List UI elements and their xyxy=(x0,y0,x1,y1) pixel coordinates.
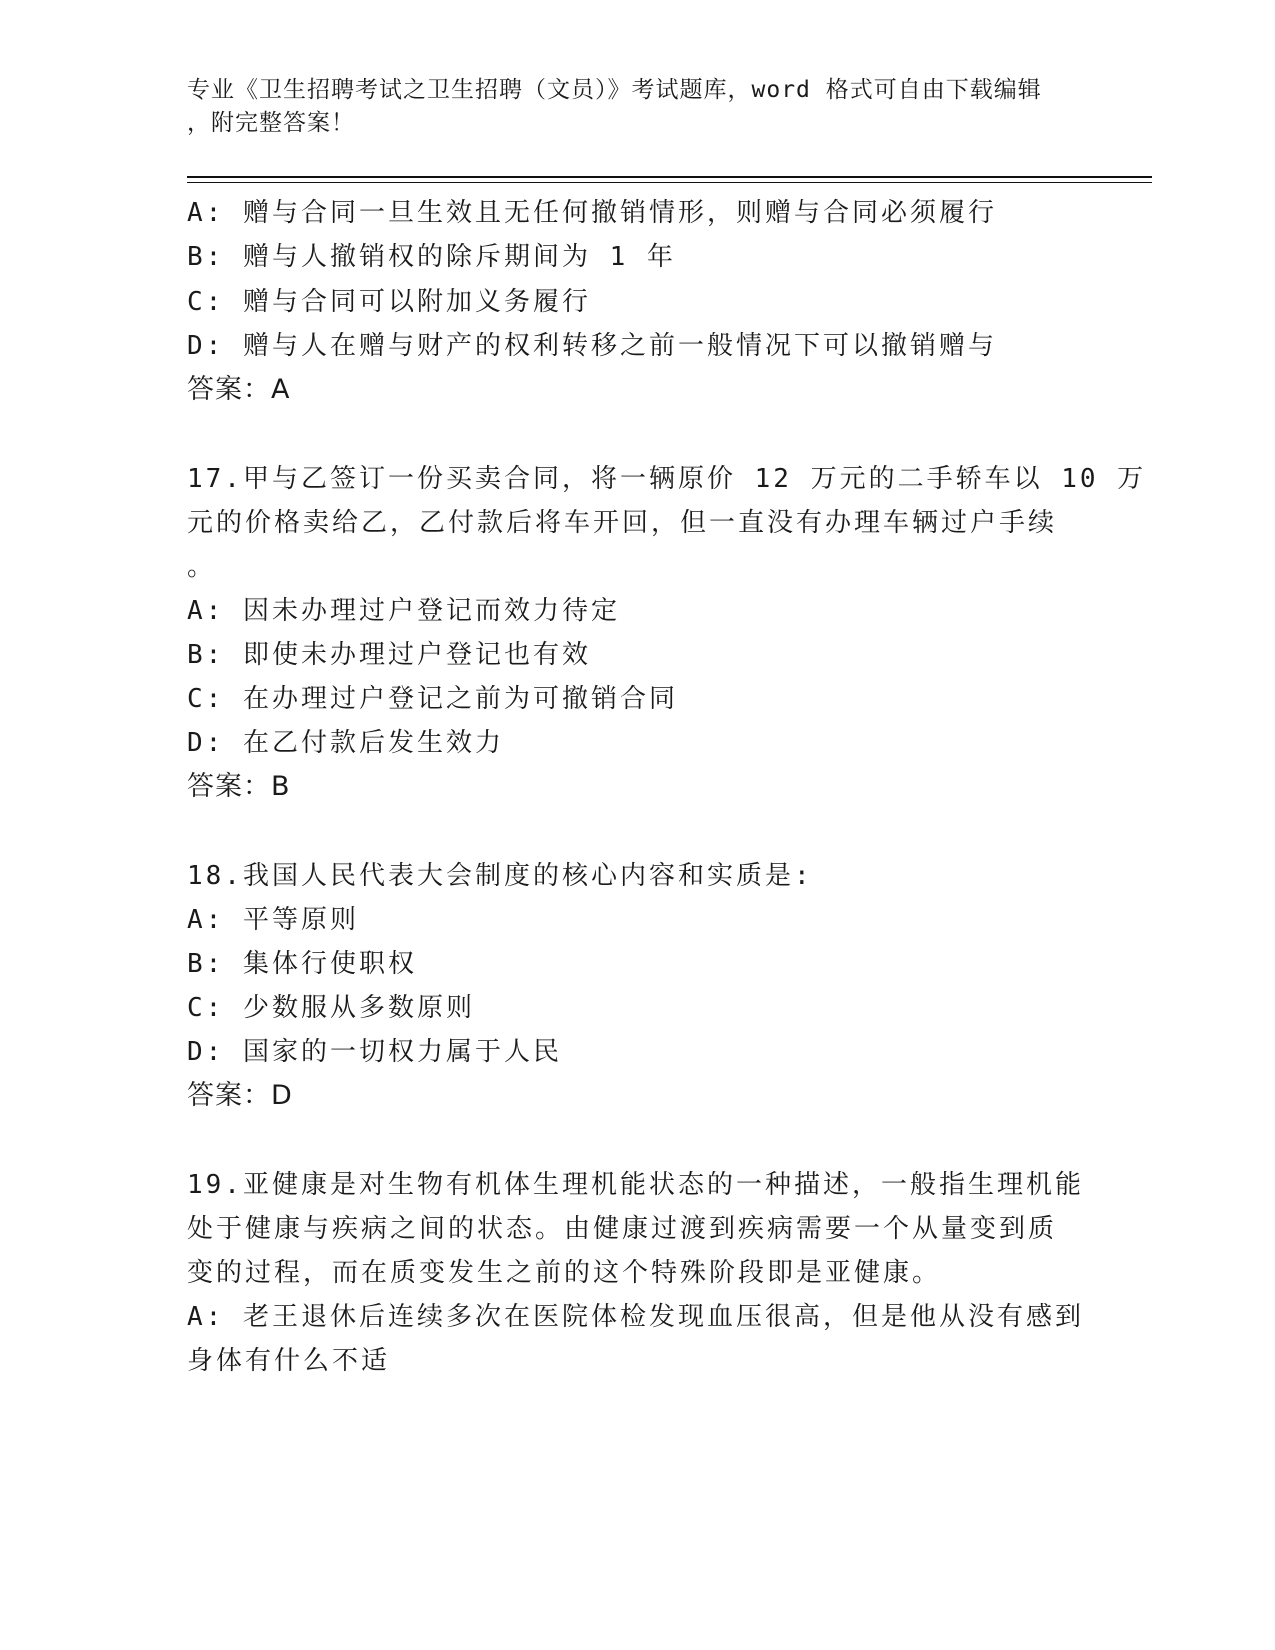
q16-option-a: A: 赠与合同一旦生效且无任何撤销情形，则赠与合同必须履行 xyxy=(187,198,997,228)
q19-stem-line-3: 变的过程，而在质变发生之前的这个特殊阶段即是亚健康。 xyxy=(187,1258,942,1288)
q18-option-d: D: 国家的一切权力属于人民 xyxy=(187,1037,562,1067)
q16-option-c: C: 赠与合同可以附加义务履行 xyxy=(187,287,591,317)
q19-option-a-line-2: 身体有什么不适 xyxy=(187,1346,391,1376)
q17-option-b: B: 即使未办理过户登记也有效 xyxy=(187,640,591,670)
q16-answer: 答案：A xyxy=(187,374,291,405)
document-header: 专业《卫生招聘考试之卫生招聘（文员）》考试题库，word 格式可自由下载编辑 ，附完整答案！ xyxy=(187,77,1042,136)
q17-stem-line-2: 元的价格卖给乙，乙付款后将车开回，但一直没有办理车辆过户手续 xyxy=(187,508,1058,538)
q16-option-d: D: 赠与人在赠与财产的权利转移之前一般情况下可以撤销赠与 xyxy=(187,331,997,361)
q17-answer: 答案：B xyxy=(187,771,291,802)
q17-option-a: A: 因未办理过户登记而效力待定 xyxy=(187,596,620,626)
q17-option-d: D: 在乙付款后发生效力 xyxy=(187,728,504,758)
q18-answer: 答案：D xyxy=(187,1080,293,1111)
q18-stem: 18.我国人民代表大会制度的核心内容和实质是: xyxy=(187,861,813,891)
q16-option-b: B: 赠与人撤销权的除斥期间为 1 年 xyxy=(187,242,676,272)
q17-stem-line-3: 。 xyxy=(187,552,217,582)
q18-option-a: A: 平等原则 xyxy=(187,905,359,935)
header-divider-thick xyxy=(187,176,1152,178)
q19-stem-line-1: 19.亚健康是对生物有机体生理机能状态的一种描述，一般指生理机能 xyxy=(187,1170,1084,1200)
q19-stem-line-2: 处于健康与疾病之间的状态。由健康过渡到疾病需要一个从量变到质 xyxy=(187,1214,1058,1244)
q17-stem-line-1: 17.甲与乙签订一份买卖合同，将一辆原价 12 万元的二手轿车以 10 万 xyxy=(187,464,1147,494)
q18-option-c: C: 少数服从多数原则 xyxy=(187,993,475,1023)
q18-option-b: B: 集体行使职权 xyxy=(187,949,417,979)
header-divider-thin xyxy=(187,182,1152,183)
q17-option-c: C: 在办理过户登记之前为可撤销合同 xyxy=(187,684,678,714)
q19-option-a-line-1: A: 老王退休后连续多次在医院体检发现血压很高，但是他从没有感到 xyxy=(187,1302,1084,1332)
